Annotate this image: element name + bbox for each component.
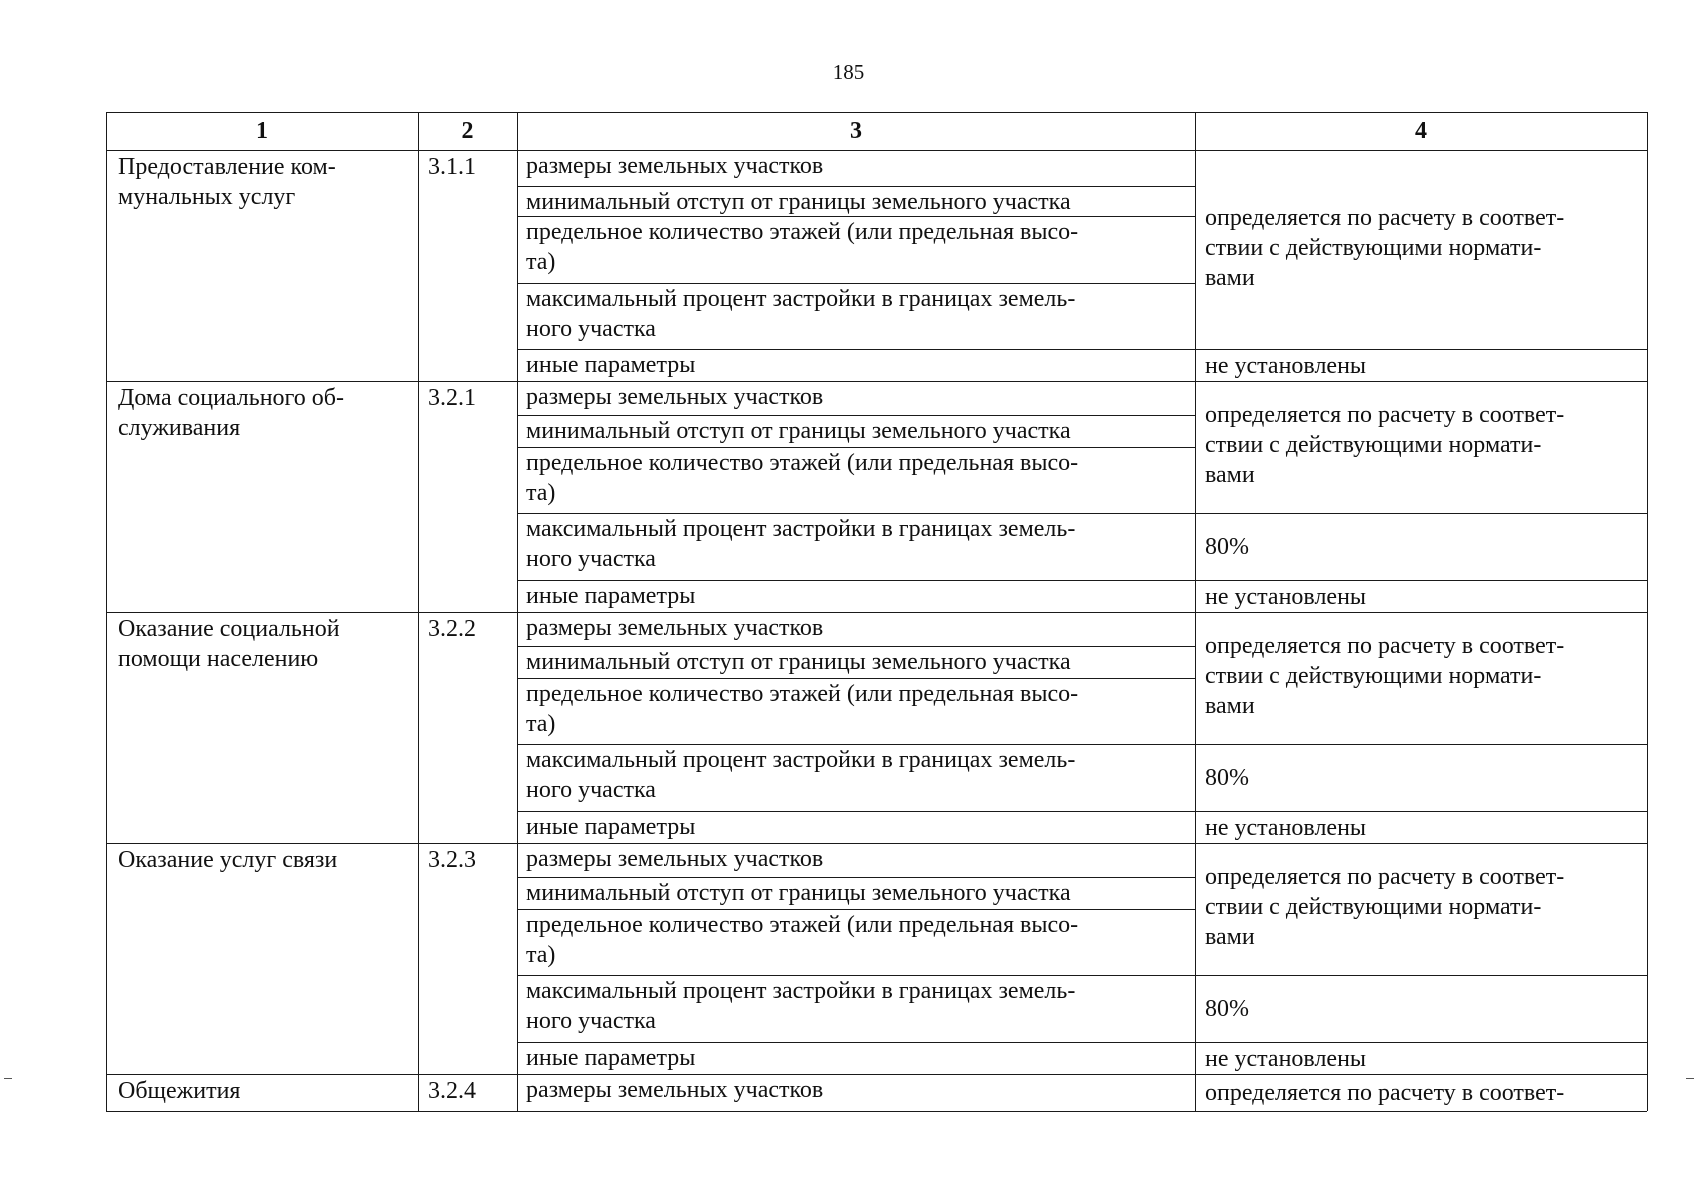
parameter-name: минимальный отступ от границы земельного участка: [526, 880, 1071, 906]
parameter-value: определяется по расчету в соответ-: [1205, 1079, 1565, 1106]
parameter-name: предельное количество этажей (или предельная высо- та): [526, 450, 1079, 506]
column-header-2: 2: [461, 118, 474, 144]
parameter-name: иные параметры: [526, 352, 696, 378]
row-divider: [1195, 1042, 1647, 1043]
row-divider: [1195, 744, 1647, 745]
use-type-code: 3.2.2: [428, 616, 476, 642]
parameter-name: предельное количество этажей (или предельная высо- та): [526, 681, 1079, 737]
parameter-name: иные параметры: [526, 583, 696, 609]
parameter-name: максимальный процент застройки в границах земель- ного участка: [526, 747, 1076, 803]
row-divider: [1195, 513, 1647, 514]
parameter-value: не установлены: [1205, 1046, 1367, 1072]
parameter-name: максимальный процент застройки в границах земель- ного участка: [526, 978, 1076, 1034]
parameter-name: максимальный процент застройки в границах земель- ного участка: [526, 286, 1076, 342]
parameter-name: минимальный отступ от границы земельного участка: [526, 418, 1071, 444]
parameter-name: минимальный отступ от границы земельного участка: [526, 189, 1071, 215]
parameter-name: размеры земельных участков: [526, 153, 824, 179]
page-number: 185: [832, 60, 865, 84]
column-header-1: 1: [256, 118, 268, 144]
column-header-3: 3: [850, 118, 862, 144]
parameter-value: определяется по расчету в соответ- ствии с действующими нормати- вами: [1205, 204, 1565, 291]
row-divider: [106, 112, 1647, 113]
parameter-name: размеры земельных участков: [526, 1077, 824, 1103]
row-divider: [1195, 975, 1647, 976]
use-type-code: 3.1.1: [428, 154, 476, 180]
parameter-name: размеры земельных участков: [526, 846, 824, 872]
right-edge-mark: [1686, 1078, 1694, 1079]
parameter-value: определяется по расчету в соответ- ствии с действующими нормати- вами: [1205, 633, 1565, 719]
parameter-name: максимальный процент застройки в границах земель- ного участка: [526, 516, 1076, 572]
use-type-name: Предоставление ком- мунальных услуг: [118, 154, 336, 210]
parameter-name: размеры земельных участков: [526, 615, 824, 641]
parameter-value: 80%: [1205, 533, 1249, 560]
use-type-name: Оказание социальной помощи населению: [118, 616, 340, 672]
parameter-value: не установлены: [1205, 815, 1367, 841]
parameter-value: 80%: [1205, 995, 1249, 1022]
parameter-name: предельное количество этажей (или предельная высо- та): [526, 219, 1079, 275]
parameter-value: определяется по расчету в соответ- ствии с действующими нормати- вами: [1205, 402, 1565, 488]
left-edge-mark: [4, 1078, 12, 1079]
column-header-4: 4: [1415, 118, 1427, 144]
parameter-value: не установлены: [1205, 353, 1367, 379]
row-divider: [1195, 349, 1647, 350]
use-type-code: 3.2.4: [428, 1078, 476, 1104]
parameter-value: 80%: [1205, 764, 1249, 791]
row-divider: [106, 1111, 1647, 1112]
parameter-name: предельное количество этажей (или предельная высо- та): [526, 912, 1079, 968]
parameter-value: определяется по расчету в соответ- ствии с действующими нормати- вами: [1205, 864, 1565, 950]
use-type-name: Дома социального об- служивания: [118, 385, 345, 441]
column-divider: [1647, 112, 1648, 1111]
use-type-name: Оказание услуг связи: [118, 847, 338, 873]
parameter-name: иные параметры: [526, 814, 696, 840]
use-type-name: Общежития: [118, 1078, 241, 1104]
row-divider: [1195, 580, 1647, 581]
parameter-name: минимальный отступ от границы земельного участка: [526, 649, 1071, 675]
parameter-name: размеры земельных участков: [526, 384, 824, 410]
parameter-value: не установлены: [1205, 584, 1367, 610]
row-divider: [1195, 811, 1647, 812]
parameter-name: иные параметры: [526, 1045, 696, 1071]
use-type-code: 3.2.1: [428, 385, 476, 411]
use-type-code: 3.2.3: [428, 847, 476, 873]
